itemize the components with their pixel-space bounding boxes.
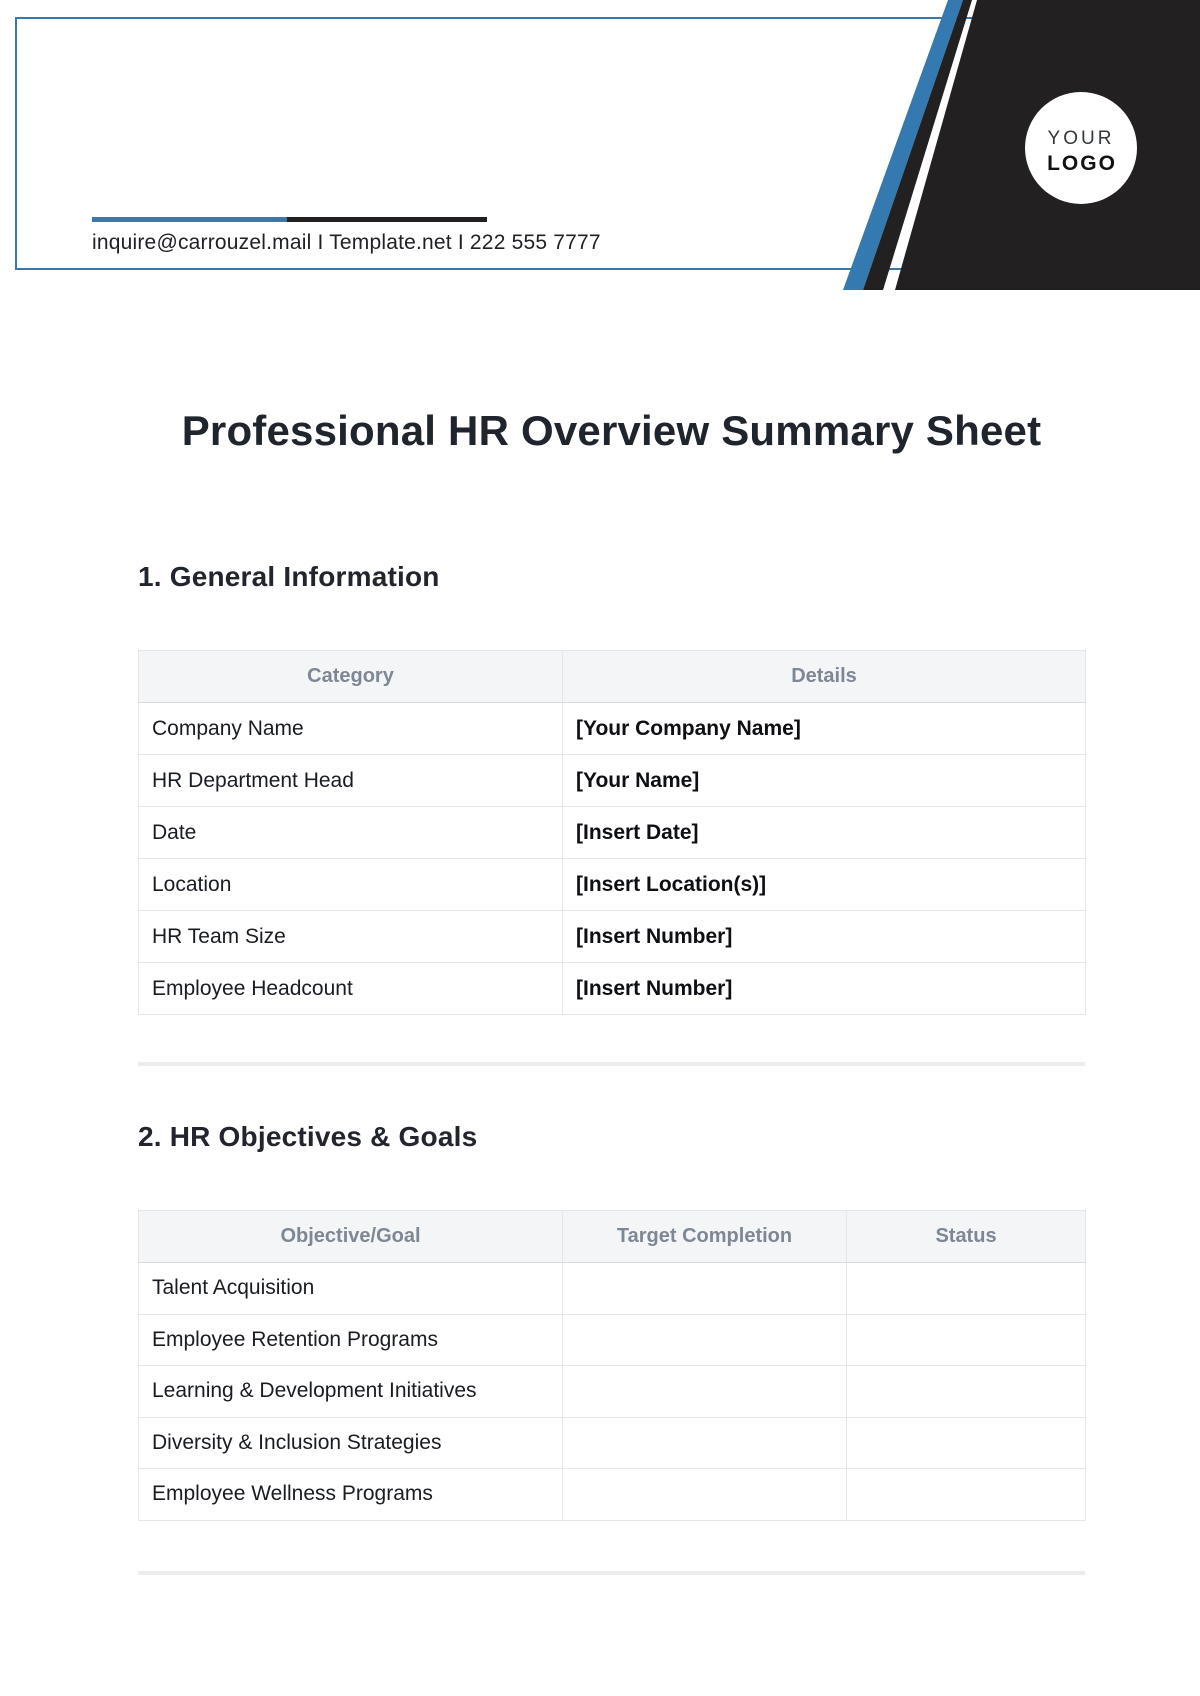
header-decoration bbox=[780, 0, 1200, 292]
category-cell: Company Name bbox=[139, 703, 563, 755]
table-header-row bbox=[139, 1211, 1086, 1263]
target-completion-cell bbox=[563, 1469, 847, 1521]
table-row bbox=[139, 911, 1086, 963]
column-header-status: Status bbox=[847, 1211, 1086, 1263]
target-completion-cell bbox=[563, 1314, 847, 1366]
details-cell: [Your Name] bbox=[563, 755, 1086, 807]
objective-cell: Learning & Development Initiatives bbox=[139, 1366, 563, 1418]
details-cell: [Insert Number] bbox=[563, 963, 1086, 1015]
table-row bbox=[139, 1469, 1086, 1521]
column-header-target-completion: Target Completion bbox=[563, 1211, 847, 1263]
status-cell bbox=[847, 1366, 1086, 1418]
column-header-category: Category bbox=[139, 651, 563, 703]
column-header-details: Details bbox=[563, 651, 1086, 703]
table-header-row bbox=[139, 651, 1086, 703]
objective-cell: Employee Retention Programs bbox=[139, 1314, 563, 1366]
header-accent-bar-blue bbox=[92, 217, 287, 222]
details-cell: [Insert Location(s)] bbox=[563, 859, 1086, 911]
target-completion-cell bbox=[563, 1366, 847, 1418]
section-divider bbox=[138, 1571, 1085, 1575]
page-title: Professional HR Overview Summary Sheet bbox=[181, 407, 1042, 454]
contact-info: inquire@carrouzel.mail I Template.net I 222 555 7777 bbox=[92, 231, 601, 254]
table-row bbox=[139, 1366, 1086, 1418]
details-cell: [Your Company Name] bbox=[563, 703, 1086, 755]
section-heading-hr-objectives: 2. HR Objectives & Goals bbox=[138, 1121, 478, 1152]
target-completion-cell bbox=[563, 1417, 847, 1469]
hr-objectives-table bbox=[138, 1210, 1086, 1521]
section-divider bbox=[138, 1062, 1085, 1066]
category-cell: Location bbox=[139, 859, 563, 911]
header-accent-bar-dark bbox=[287, 217, 487, 222]
objective-cell: Employee Wellness Programs bbox=[139, 1469, 563, 1521]
objective-cell: Talent Acquisition bbox=[139, 1263, 563, 1315]
table-row bbox=[139, 1314, 1086, 1366]
table-row bbox=[139, 807, 1086, 859]
logo-text-logo: LOGO bbox=[1047, 152, 1117, 175]
table-row bbox=[139, 1263, 1086, 1315]
objective-cell: Diversity & Inclusion Strategies bbox=[139, 1417, 563, 1469]
column-header-objective: Objective/Goal bbox=[139, 1211, 563, 1263]
table-row bbox=[139, 703, 1086, 755]
target-completion-cell bbox=[563, 1263, 847, 1315]
category-cell: HR Department Head bbox=[139, 755, 563, 807]
category-cell: Date bbox=[139, 807, 563, 859]
logo-text-your: YOUR bbox=[1047, 128, 1115, 149]
table-row bbox=[139, 859, 1086, 911]
details-cell: [Insert Date] bbox=[563, 807, 1086, 859]
status-cell bbox=[847, 1469, 1086, 1521]
category-cell: HR Team Size bbox=[139, 911, 563, 963]
status-cell bbox=[847, 1263, 1086, 1315]
section-heading-general-information: 1. General Information bbox=[138, 561, 440, 592]
table-row bbox=[139, 755, 1086, 807]
table-row bbox=[139, 963, 1086, 1015]
category-cell: Employee Headcount bbox=[139, 963, 563, 1015]
status-cell bbox=[847, 1417, 1086, 1469]
table-row bbox=[139, 1417, 1086, 1469]
status-cell bbox=[847, 1314, 1086, 1366]
details-cell: [Insert Number] bbox=[563, 911, 1086, 963]
general-information-table bbox=[138, 650, 1086, 1015]
